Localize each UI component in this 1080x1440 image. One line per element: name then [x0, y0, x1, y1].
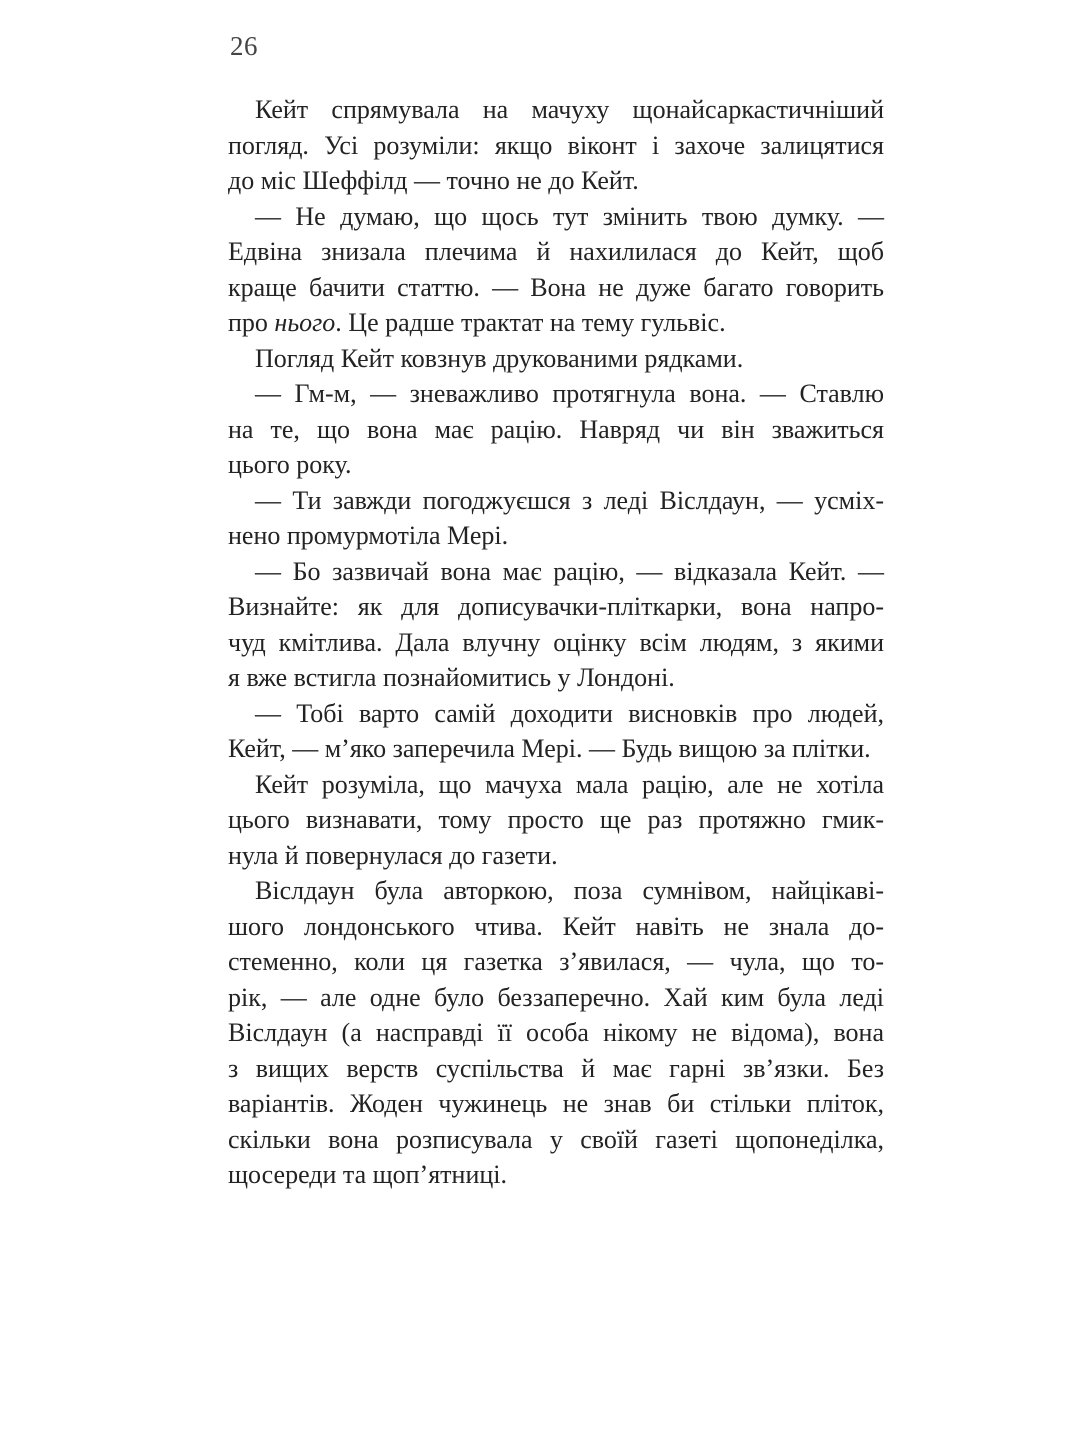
text-line: [228, 234, 884, 270]
text-segment: з вищих верств суспільства й має гарні зв’язки. Без: [228, 1053, 884, 1083]
text-line: [228, 625, 884, 661]
text-line: [228, 1051, 884, 1087]
text-segment: нено промурмотіла Мері.: [228, 521, 509, 550]
text-segment: шого лондонського чтива. Кейт навіть не знала до-: [228, 911, 884, 941]
text-segment: варіантів. Жоден чужинець не знав би стільки пліток,: [228, 1089, 884, 1118]
text-line: [228, 696, 884, 732]
text-segment: чуд кмітлива. Дала влучну оцінку всім людям, з якими: [228, 627, 884, 657]
text-line: [228, 873, 884, 909]
text-segment: рік, — але одне було беззаперечно. Хай ким була леді: [228, 982, 884, 1012]
text-line: [228, 838, 884, 874]
paragraph: [228, 696, 884, 767]
paragraph: [228, 199, 884, 341]
text-segment: скільки вона розписувала у своїй газеті щопонеділка,: [228, 1124, 884, 1154]
text-line: [228, 589, 884, 625]
text-segment: краще бачити статтю. — Вона не дуже багато говорить: [228, 272, 884, 302]
text-segment: на те, що вона має рацію. Навряд чи він зважиться: [228, 414, 884, 444]
page-number: 26: [230, 31, 258, 61]
text-segment: — Тобі варто самій доходити висновків про людей,: [255, 698, 884, 728]
text-segment: Віслдаун була авторкою, поза сумнівом, найцікаві-: [255, 876, 884, 905]
text-line: [228, 163, 884, 199]
paragraph: [228, 483, 884, 554]
text-line: [228, 270, 884, 306]
text-segment: Кейт спрямувала на мачуху щонайсаркастичніший: [255, 95, 884, 124]
text-line: [228, 980, 884, 1016]
text-line: [228, 92, 884, 128]
paragraph: [228, 554, 884, 696]
text-line: [228, 483, 884, 519]
paragraph: [228, 873, 884, 1193]
text-segment: Погляд Кейт ковзнув друкованими рядками.: [255, 343, 744, 373]
text-segment: — Ти завжди погоджуєшся з леді Віслдаун, — усміх-: [255, 485, 884, 515]
text-segment: Віслдаун (а насправді її особа нікому не відома), вона: [228, 1018, 884, 1047]
text-segment: — Не думаю, що щось тут змінить твою думку. —: [255, 201, 884, 231]
text-line: [228, 767, 884, 803]
text-line: [228, 909, 884, 945]
text-line: [228, 128, 884, 164]
text-line: [228, 412, 884, 448]
text-line: [228, 376, 884, 412]
text-segment: погляд. Усі розуміли: якщо віконт і захоче залицятися: [228, 130, 884, 160]
text-block: [228, 92, 884, 1193]
text-segment: цього визнавати, тому просто ще раз протяжно гмик-: [228, 805, 884, 834]
text-line: [228, 944, 884, 980]
paragraph: [228, 92, 884, 199]
text-line: [228, 1122, 884, 1158]
text-segment: цього року.: [228, 450, 352, 479]
text-segment: щосереди та щоп’ятниці.: [228, 1160, 508, 1189]
text-line: [228, 802, 884, 838]
text-segment: . Це радше трактат на тему гульвіс.: [335, 308, 726, 337]
text-segment: стеменно, коли ця газетка з’явилася, — чула, що то-: [228, 947, 884, 976]
text-line: [228, 305, 884, 341]
text-segment: я вже встигла познайомитись у Лондоні.: [228, 663, 675, 692]
text-line: [228, 447, 884, 483]
text-segment: про: [228, 308, 275, 337]
paragraph: [228, 767, 884, 874]
text-segment: Визнайте: як для дописувачки-пліткарки, вона напро-: [228, 592, 884, 621]
italic-text: нього: [274, 308, 336, 337]
text-segment: Едвіна знизала плечима й нахилилася до Кейт, щоб: [228, 237, 884, 266]
text-line: [228, 1086, 884, 1122]
text-segment: до міс Шеффілд — точно не до Кейт.: [228, 166, 639, 195]
text-line: [228, 554, 884, 590]
paragraph: [228, 376, 884, 483]
text-segment: — Бо зазвичай вона має рацію, — відказала Кейт. —: [255, 556, 884, 586]
text-line: [228, 1015, 884, 1051]
text-segment: Кейт розуміла, що мачуха мала рацію, але не хотіла: [255, 769, 884, 799]
text-line: [228, 731, 884, 767]
text-segment: нула й повернулася до газети.: [228, 840, 558, 870]
text-line: [228, 341, 884, 377]
paragraph: [228, 341, 884, 377]
text-segment: Кейт, — м’яко заперечила Мері. — Будь вищою за плітки.: [228, 734, 871, 763]
text-line: [228, 199, 884, 235]
text-line: [228, 518, 884, 554]
text-line: [228, 660, 884, 696]
text-segment: — Гм-м, — зневажливо протягнула вона. — Ставлю: [255, 379, 884, 408]
text-line: [228, 1157, 884, 1193]
